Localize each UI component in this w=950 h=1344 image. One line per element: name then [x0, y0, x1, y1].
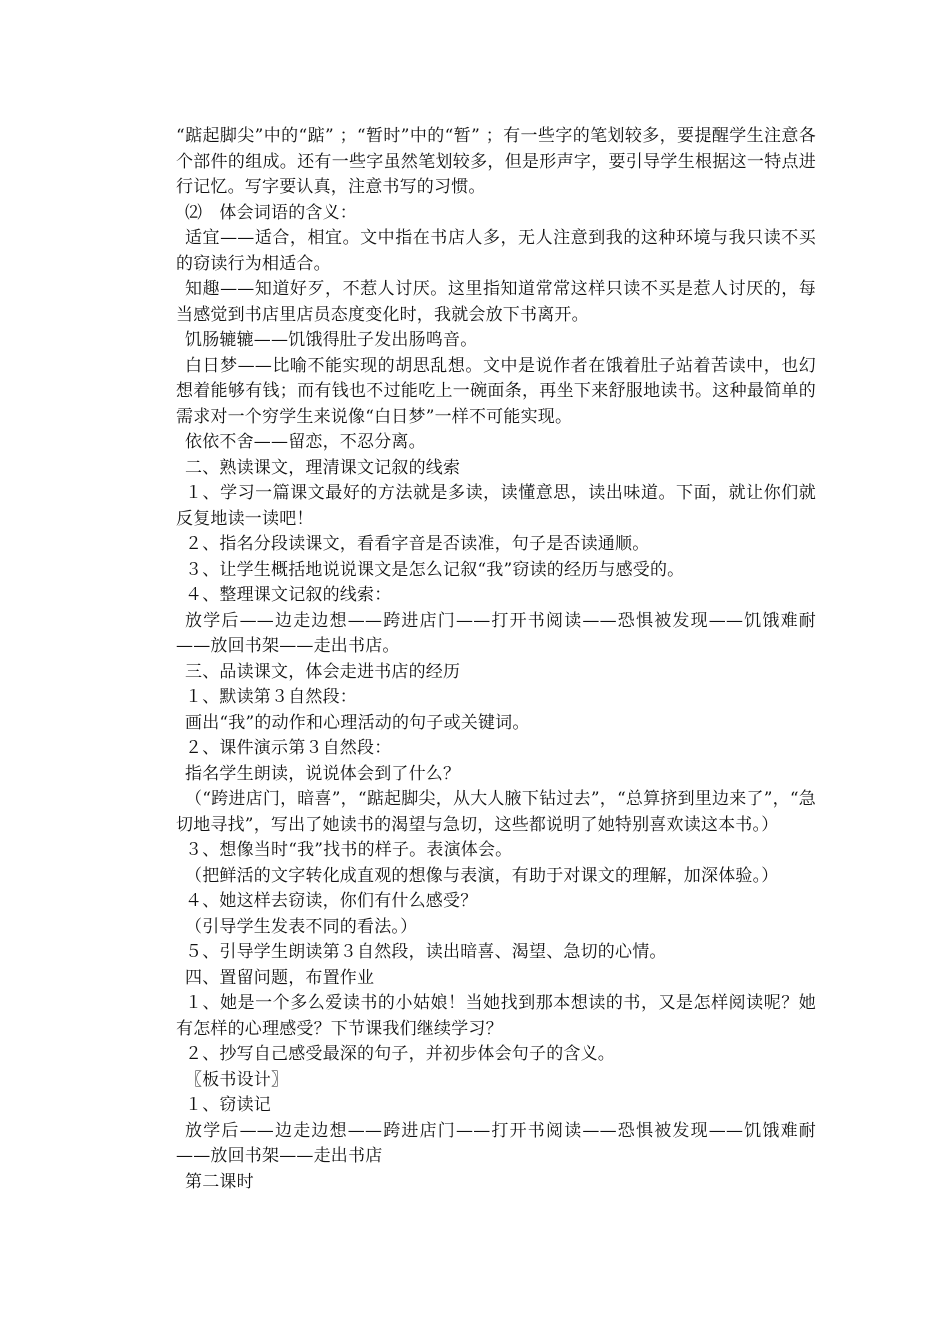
section-heading-2: 二、熟读课文，理清课文记叙的线索	[185, 457, 461, 478]
paragraph-read-2-note: （“跨进店门，暗喜”，“踮起脚尖，从大人腋下钻过去”，“总算挤到里边来了”，“急切地寻找”，写出了她读书的渴望与急切，这些都说明了她特别喜欢读这本书。）	[176, 789, 816, 835]
paragraph-heading-word-meaning: ⑵ 体会词语的含义：	[185, 202, 357, 223]
board-design-clue: 放学后——边走边想——跨进店门——打开书阅读——恐惧被发现——饥饿难耐——放回书架——走出书店	[176, 1120, 816, 1166]
paragraph-step-2: ２、指名分段读课文，看看字音是否读准，句子是否读通顺。	[185, 534, 650, 554]
paragraph-read-1-detail: 画出“我”的动作和心理活动的句子或关键词。	[185, 712, 530, 733]
section-heading-3: 三、品读课文，体会走进书店的经历	[185, 661, 461, 682]
paragraph-read-2-detail: 指名学生朗读，说说体会到了什么？	[185, 763, 461, 784]
document-body	[176, 124, 816, 1195]
board-design-title: １、窃读记	[185, 1095, 271, 1115]
paragraph-read-3-note: （把鲜活的文字转化成直观的想像与表演，有助于对课文的理解，加深体验。）	[185, 865, 779, 886]
paragraph-homework-1: １、她是一个多么爱读书的小姑娘！当她找到那本想读的书，又是怎样阅读呢？她有怎样的心理感受？下节课我们继续学习？	[176, 993, 816, 1039]
paragraph-step-3: ３、让学生概括地说说课文是怎么记叙“我”窃读的经历与感受的。	[185, 559, 685, 580]
second-lesson-heading: 第二课时	[185, 1171, 254, 1192]
paragraph-read-4-note: （引导学生发表不同的看法。）	[185, 916, 418, 937]
paragraph-read-3: ３、想像当时“我”找书的样子。表演体会。	[185, 840, 513, 860]
paragraph-read-2: ２、课件演示第３自然段：	[185, 738, 392, 758]
board-design-heading: 〖板书设计〗	[185, 1069, 289, 1090]
paragraph-read-1: １、默读第３自然段：	[185, 687, 357, 707]
paragraph-step-1: １、学习一篇课文最好的方法就是多读，读懂意思，读出味道。下面，就让你们就反复地读一读吧！	[176, 483, 816, 529]
paragraph-homework-2: ２、抄写自己感受最深的句子，并初步体会句子的含义。	[185, 1044, 615, 1064]
section-heading-4: 四、置留问题，布置作业	[185, 967, 375, 988]
paragraph-step-4: ４、整理课文记叙的线索：	[185, 585, 392, 605]
paragraph-word-yiyi: 依依不舍——留恋，不忍分离。	[185, 432, 426, 452]
paragraph-read-4: ４、她这样去窃读，你们有什么感受？	[185, 891, 478, 911]
paragraph-word-shiyi: 适宜——适合，相宜。文中指在书店人多，无人注意到我的这种环境与我只读不买的窃读行为相适合。	[176, 228, 816, 274]
paragraph-word-jichang: 饥肠辘辘——饥饿得肚子发出肠鸣音。	[185, 330, 478, 350]
paragraph-word-bairimeng: 白日梦——比喻不能实现的胡思乱想。文中是说作者在饿着肚子站着苦读中，也幻想着能够有钱；而有钱也不过能吃上一碗面条，再坐下来舒服地读书。这种最简单的需求对一个穷学生来说像“白日梦”一样不可能实现。	[176, 355, 816, 427]
paragraph-clue-line: 放学后——边走边想——跨进店门——打开书阅读——恐惧被发现——饥饿难耐——放回书架——走出书店。	[176, 610, 816, 656]
paragraph-word-zhiqu: 知趣——知道好歹，不惹人讨厌。这里指知道常常这样只读不买是惹人讨厌的，每当感觉到书店里店员态度变化时，我就会放下书离开。	[176, 279, 816, 325]
paragraph-read-5: ５、引导学生朗读第３自然段，读出暗喜、渴望、急切的心情。	[185, 942, 667, 962]
paragraph-hint-characters: “踮起脚尖”中的“踮” ；“暂时”中的“暂” ；有一些字的笔划较多，要提醒学生注意各个部件的组成。还有一些字虽然笔划较多，但是形声字，要引导学生根据这一特点进行记忆。写字要认真，注意书写的习惯。	[176, 126, 816, 197]
